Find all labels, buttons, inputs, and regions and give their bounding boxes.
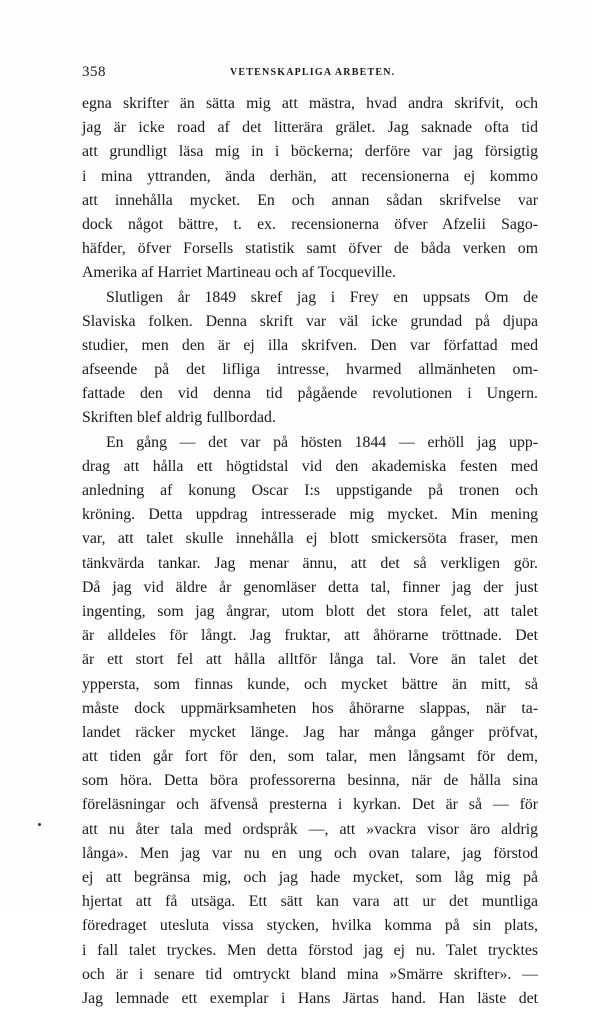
text-line: att tiden går fort för den, som talar, men långsamt för dem, <box>82 748 538 766</box>
text-line: hjertat att få utsäga. Ett sätt kan vara att ur det muntliga <box>82 893 538 911</box>
text-line: Jag lemnade ett exemplar i Hans Järtas hand. Han läste det <box>82 989 538 1007</box>
running-head: VETENSKAPLIGA ARBETEN. <box>230 67 396 78</box>
text-line: att grundligt läsa mig in i böckerna; derföre var jag försigtig <box>82 143 538 161</box>
text-line: anledning af konung Oscar I:s uppstigande på tronen och <box>82 482 538 499</box>
text-line: är alldeles för långt. Jag fruktar, att åhörarne tröttnade. Det <box>82 627 538 645</box>
text-line: var, att talet skulle innehålla ej blott smickersöta fraser, men <box>82 530 538 548</box>
text-line: att nu åter tala med ordspråk —, att »vackra visor äro aldrig <box>82 820 538 838</box>
text-line: ingenting, som jag ångrar, utom blott det stora felet, att talet <box>82 602 538 620</box>
text-line: tänkvärda tankar. Jag menar ännu, att det så verkligen gör. <box>82 554 538 572</box>
text-line: häfder, öfver Forsells statistik samt öfver de båda verken om <box>82 240 538 258</box>
text-line: är ett stort fel att hålla alltför långa tal. Vore än talet det <box>82 651 538 669</box>
text-line: Slaviska folken. Denna skrift var väl icke grundad på djupa <box>82 312 538 330</box>
text-line: landet räcker mycket länge. Jag har många gånger pröfvat, <box>82 723 538 741</box>
text-line: jag är icke road af det litterära grälet. Jag saknade ofta tid <box>82 119 538 137</box>
text-line: egna skrifter än sätta mig att mästra, hvad andra skrifvit, och <box>82 95 538 112</box>
text-line: drag att hålla ett högtidstal vid den akademiska festen med <box>82 457 538 475</box>
text-line: Amerika af Harriet Martineau och af Tocqueville. <box>82 264 396 282</box>
text-line: dock något bättre, t. ex. recensionerna öfver Afzelii Sago- <box>82 215 538 233</box>
text-line: i fall talet tryckes. Men detta förstod jag ej nu. Talet trycktes <box>82 941 538 959</box>
text-line: En gång — det var på hösten 1844 — erhöll jag upp- <box>106 433 538 451</box>
text-line: måste dock uppmärksamheten hos åhörarne slappas, när ta- <box>82 699 538 717</box>
margin-mark <box>38 823 41 826</box>
text-line: studier, men den är ej illa skrifven. Den var författad med <box>82 336 538 354</box>
text-line: att innehålla mycket. En och annan sådan skrifvelse var <box>82 191 538 209</box>
text-line: fattade den vid denna tid pågående revolutionen i Ungern. <box>82 385 538 403</box>
text-line: ej att begränsa mig, och jag hade mycket, som låg mig på <box>82 869 538 886</box>
text-line: Skriften blef aldrig fullbordad. <box>82 409 276 427</box>
text-line: afseende på det lifliga intresse, hvarmed allmänheten om- <box>82 361 538 379</box>
text-line: som höra. Detta böra professorerna besinna, när de hålla sina <box>82 772 538 790</box>
text-line: långa». Men jag var nu en ung och ovan talare, jag förstod <box>82 844 538 862</box>
text-line: yppersta, som finnas kunde, och mycket bättre än mitt, så <box>82 675 538 693</box>
page-number: 358 <box>82 64 106 80</box>
text-line: Då jag vid äldre år genomläser detta tal, finner jag der just <box>82 578 538 596</box>
text-line: föreläsningar och äfvenså presterna i kyrkan. Det är så — för <box>82 796 538 814</box>
text-line: Slutligen år 1849 skref jag i Frey en uppsats Om de <box>106 288 538 306</box>
text-line: i mina yttranden, ända derhän, att recensionerna ej kommo <box>82 167 538 185</box>
page-header <box>82 64 538 84</box>
text-line: föredraget utesluta vissa stycken, hvilka komma på sin plats, <box>82 917 538 935</box>
text-line: kröning. Detta uppdrag intresserade mig mycket. Min mening <box>82 506 538 524</box>
text-line: och är i senare tid omtryckt bland mina »Smärre skrifter». — <box>82 965 538 983</box>
body-text <box>82 92 538 1011</box>
